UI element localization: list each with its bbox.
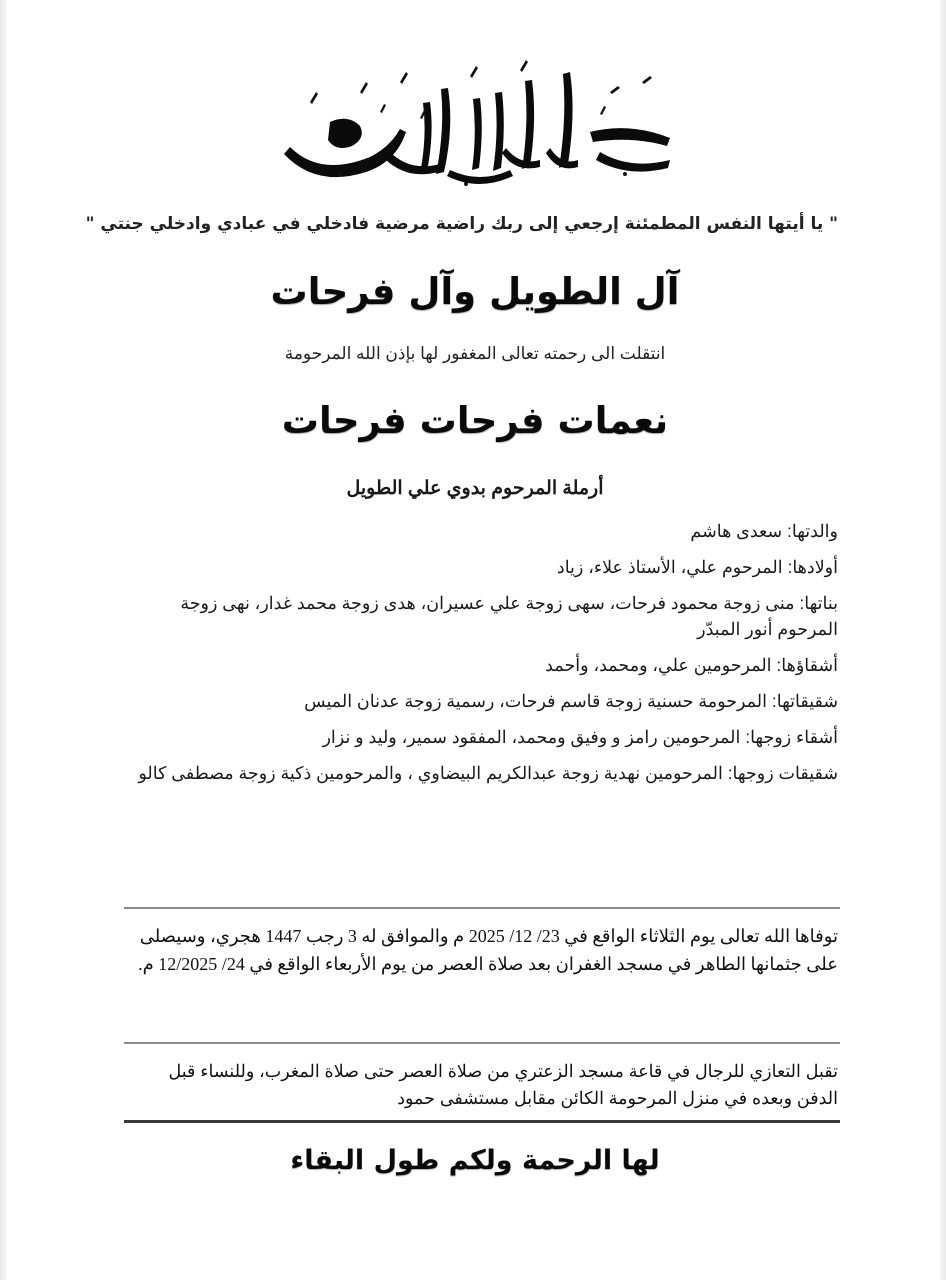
relative-value: المرحومين نهدية زوجة عبدالكريم البيضاوي ، والمرحومين ذكية زوجة مصطفى كالو [138,763,723,783]
relative-label: والدتها: [787,521,838,541]
relative-mother [128,518,838,544]
relative-value: المرحومين علي، ومحمد، وأحمد [545,655,772,675]
relatives-list [128,518,838,796]
relative-value: سعدى هاشم [690,521,783,541]
relative-value: المرحومين رامز و وفيق ومحمد، المفقود سمير، وليد و نزار [322,727,741,747]
relative-brothers [128,652,838,678]
relative-husband-brothers [128,724,838,750]
divider-thick [124,1120,840,1123]
relative-value: المرحوم علي، الأستاذ علاء، زياد [556,557,783,577]
relative-value: المرحومة حسنية زوجة قاسم فرحات، رسمية زوجة عدنان الميس [304,691,767,711]
calligraphy-header [270,52,680,192]
quran-verse: " يا أيتها النفس المطمئنة إرجعي إلى ربك راضية مرضية فادخلي في عبادي وادخلي جنتي " [85,214,838,234]
relative-label: بناتها: [799,593,838,613]
funeral-notice: توفاها الله تعالى يوم الثلاثاء الواقع في 23/ 12/ 2025 م والموافق له 3 رجب 1447 هجري، وسيصلى على جثمانها الطاهر في مسجد الغفران بعد صلاة العصر من يوم الأربعاء الواقع في 24/ 12/2025 م. [138,926,838,974]
passing-announcement: انتقلت الى رحمته تعالى المغفور لها بإذن الله المرحومة [284,344,666,363]
relative-label: أشقاء زوجها: [745,727,838,747]
relative-label: أولادها: [787,557,838,577]
divider [124,1042,840,1044]
condolence-notice: تقبل التعازي للرجال في قاعة مسجد الزعتري من صلاة العصر حتى صلاة المغرب، وللنساء قبل الدفن وبعده في منزل المرحومة الكائن مقابل مستشفى حمود [168,1061,838,1108]
relative-label: شقيقات زوجها: [727,763,838,783]
deceased-name: نعمات فرحات فرحات [281,399,669,442]
calligraphy-image [270,52,680,192]
relative-label: أشقاؤها: [776,655,838,675]
relative-husband-sisters [128,760,838,786]
relative-sons [128,554,838,580]
relative-sisters [128,688,838,714]
divider [124,907,840,909]
family-names: آل الطويل وآل فرحات [270,270,680,313]
widow-of: أرملة المرحوم بدوي علي الطويل [346,478,604,499]
relative-label: شقيقاتها: [771,691,838,711]
relative-daughters [128,590,838,642]
relative-value: منى زوجة محمود فرحات، سهى زوجة علي عسيران، هدى زوجة محمد غدار، نهى زوجة المرحوم أنور المبدّر [180,593,838,639]
closing-phrase: لها الرحمة ولكم طول البقاء [290,1145,660,1176]
